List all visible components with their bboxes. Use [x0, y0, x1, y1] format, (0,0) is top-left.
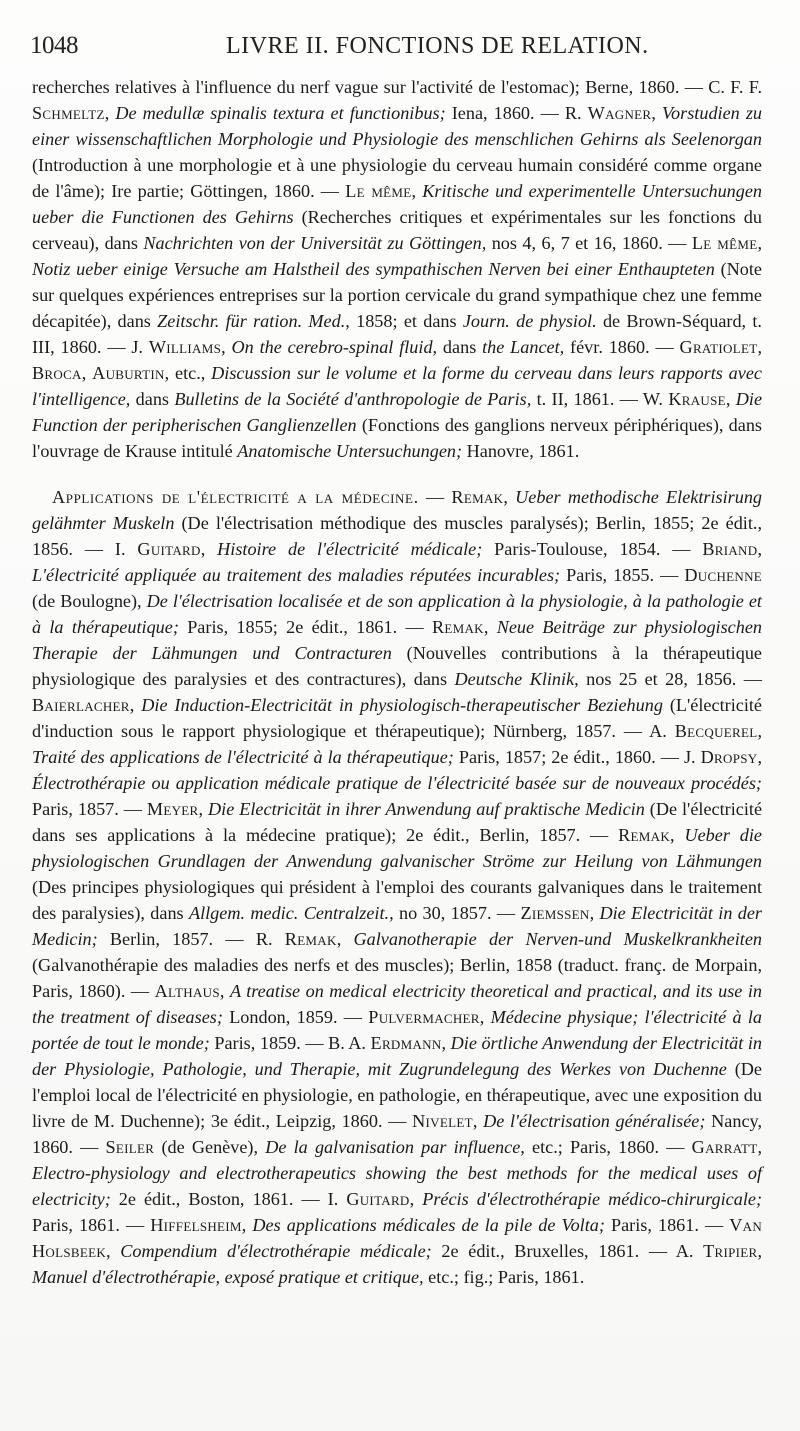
text-run: —	[418, 487, 452, 507]
author-name: Gratiolet	[679, 337, 758, 357]
text-run: ,	[129, 695, 142, 715]
author-name: Remak	[618, 825, 671, 845]
author-name: Briand	[702, 539, 758, 559]
page-header	[30, 30, 770, 66]
text-run: Nancy, 1860. —	[32, 1111, 762, 1157]
text-run: ,	[589, 903, 600, 923]
author-name: Remak	[284, 929, 337, 949]
text-run: ,	[725, 389, 736, 409]
author-name: Seiler	[105, 1137, 155, 1157]
italic-title: Des applications médicales de la pile de Volta;	[252, 1215, 605, 1235]
italic-title: L'électricité appliquée au traitement des maladies réputées incurables;	[32, 565, 561, 585]
italic-title: Précis d'électrothérapie médico-chirurgicale;	[422, 1189, 763, 1209]
text-run: ,	[336, 929, 354, 949]
italic-title: Histoire de l'électricité médicale;	[217, 539, 483, 559]
text-run: dans	[437, 337, 483, 357]
italic-title: A treatise on medical electricity theoretical and practical, and its use in the treatment of diseases;	[32, 981, 762, 1027]
italic-title: Électrothérapie ou application médicale pratique de l'électricité basée sur de nouveaux procédés;	[32, 773, 762, 793]
italic-title: On the cerebro-spinal fluid,	[231, 337, 438, 357]
italic-title: Manuel d'électrothérapie, exposé pratique et critique,	[32, 1267, 424, 1287]
italic-title: Médecine physique; l'électricité à la portée de tout le monde;	[32, 1007, 762, 1053]
italic-title: De l'électrisation généralisée;	[483, 1111, 706, 1131]
text-run: Paris-Toulouse, 1854. —	[482, 539, 703, 559]
text-run: no 30, 1857. —	[393, 903, 521, 923]
text-run: Paris, 1855. —	[560, 565, 685, 585]
text-run: etc.; fig.; Paris, 1861.	[423, 1267, 585, 1287]
author-name: Erdmann	[370, 1033, 442, 1053]
text-run: ,	[200, 539, 218, 559]
author-name: Althaus	[154, 981, 220, 1001]
text-run: ,	[241, 1215, 253, 1235]
text-run: Paris, 1861. —	[32, 1215, 151, 1235]
author-name: Dropsy	[700, 747, 758, 767]
italic-title: Anatomische Untersuchungen;	[237, 441, 463, 461]
italic-title: Deutsche Klinik,	[454, 669, 579, 689]
italic-title: Galvanotherapie der Nerven-und Muskelkrankheiten	[353, 929, 763, 949]
italic-title: Vorstudien zu einer wissenschaftlichen Morphologie und Physiologie des menschlichen Gehirns als Seelenorgan	[32, 103, 762, 149]
section-heading: Applications de l'électricité a la médecine.	[52, 487, 419, 507]
italic-title: Discussion sur le volume et la forme du cerveau dans leurs rapports avec l'intelligence,	[32, 363, 762, 409]
italic-title: Traité des applications de l'électricité à la thérapeutique;	[32, 747, 454, 767]
text-run: Paris, 1861. —	[604, 1215, 730, 1235]
author-name: Tripier	[703, 1241, 758, 1261]
text-run: ,	[651, 103, 662, 123]
text-run: Hanovre, 1861.	[462, 441, 580, 461]
text-run: ,	[757, 539, 762, 559]
running-head: LIVRE II. FONCTIONS DE RELATION.	[226, 33, 649, 59]
text-run: Paris, 1859. — B. A.	[209, 1033, 371, 1053]
text-run: 2e édit., Boston, 1861. — I.	[110, 1189, 347, 1209]
italic-title: Die Function der peripherischen Ganglienzellen	[32, 389, 763, 435]
author-name: Pulvermacher	[368, 1007, 480, 1027]
text-run: (Galvanothérapie des maladies des nerfs et des muscles); Berlin, 1858 (traduct. franç. de Morpain, Paris, 1860). —	[32, 955, 762, 1001]
italic-title: Zeitschr. für ration. Med.,	[157, 311, 350, 331]
text-run: nos 25 et 28, 1856. —	[578, 669, 762, 689]
text-run: (Fonctions des ganglions nerveux périphériques), dans l'ouvrage de Krause intitulé	[32, 415, 762, 461]
author-name: Remak	[431, 617, 484, 637]
author-name: Le même	[691, 233, 758, 253]
text-run: London, 1859. —	[222, 1007, 369, 1027]
italic-title: Die Electricität in ihrer Anwendung auf praktische Medicin	[208, 799, 645, 819]
italic-title: Allgem. medic. Centralzeit.,	[188, 903, 394, 923]
text-run: 2e édit., Bruxelles, 1861. — A.	[431, 1241, 704, 1261]
text-run: Paris, 1855; 2e édit., 1861. —	[178, 617, 432, 637]
author-name: Van Holsbeek	[32, 1215, 763, 1261]
italic-title: De medullæ spinalis textura et functionibus;	[115, 103, 446, 123]
text-run: ,	[757, 337, 762, 357]
author-name: Schmeltz	[32, 103, 105, 123]
text-run: (Recherches critiques et expérimentales sur les fonctions du cerveau), dans	[32, 207, 762, 253]
applications-paragraph	[32, 484, 762, 1290]
author-name: Baierlacher	[32, 695, 130, 715]
italic-title: De l'électrisation localisée et de son application à la physiologie, à la pathologie et à la thérapeutique;	[32, 591, 762, 637]
author-name: Nivelet	[412, 1111, 473, 1131]
text-run: Iena, 1860. — R.	[445, 103, 588, 123]
text-run: ,	[757, 1241, 762, 1261]
italic-title: Die örtliche Anwendung der Electricität in der Physiologie, Pathologie, und Therapie, mit Zugrundelegung des Werkes von Duchenne	[32, 1033, 762, 1079]
bibliography-paragraph	[32, 74, 762, 464]
italic-title: Notiz ueber einige Versuche am Halstheil des sympathischen Nerven bei einer Enthaupteten	[32, 259, 715, 279]
italic-title: De la galvanisation par influence,	[265, 1137, 525, 1157]
text-run: t. II, 1861. — W.	[531, 389, 669, 409]
text-run: 1858; et dans	[349, 311, 463, 331]
author-name: Wagner	[587, 103, 652, 123]
text-run: ,	[221, 337, 232, 357]
text-run: (De l'électricité dans ses applications à la médecine pratique); 2e édit., Berlin, 1857. —	[32, 799, 763, 845]
author-name: Auburtin	[92, 363, 165, 383]
text-run: dans	[130, 389, 175, 409]
text-run: (L'électricité d'induction sous le rapport physiologique et thérapeutique); Nürnberg, 1857. — A.	[32, 695, 762, 741]
author-name: Duchenne	[684, 565, 763, 585]
text-run: ,	[411, 181, 423, 201]
author-name: Garratt	[691, 1137, 758, 1157]
italic-title: Bulletins de la Société d'anthropologie de Paris,	[174, 389, 532, 409]
author-name: Krause	[668, 389, 726, 409]
text-run: nos 4, 6, 7 et 16, 1860. —	[486, 233, 692, 253]
text-run: ,	[757, 721, 762, 741]
italic-title: Ueber methodische Elektrisirung gelähmter Muskeln	[32, 487, 763, 533]
author-name: Guitard	[137, 539, 201, 559]
text-run: , etc.,	[164, 363, 212, 383]
text-run: (de Genève),	[154, 1137, 266, 1157]
text-run: ,	[441, 1033, 451, 1053]
text-run: ,	[472, 1111, 484, 1131]
italic-title: Ueber die physiologischen Grundlagen der Anwendung galvanischer Ströme zur Heilung von Lähmungen	[32, 825, 763, 871]
text-run: ,	[503, 487, 516, 507]
text-run: etc.; Paris, 1860. —	[524, 1137, 692, 1157]
text-run: ,	[757, 747, 762, 767]
author-name: Broca	[32, 363, 82, 383]
italic-title: Compendium d'électrothérapie médicale;	[120, 1241, 432, 1261]
text-run: (de Boulogne),	[32, 591, 147, 611]
author-name: Remak	[451, 487, 504, 507]
text-run: ,	[757, 1137, 762, 1157]
author-name: Becquerel	[674, 721, 758, 741]
author-name: Hiffelsheim	[150, 1215, 242, 1235]
italic-title: Nachrichten von der Universität zu Göttingen,	[143, 233, 487, 253]
text-run: (De l'emploi local de l'électricité en physiologie, en pathologie, en thérapeutique, avec une exposition du livre de M. Duchenne); 3e édit., Leipzig, 1860. —	[32, 1059, 763, 1131]
page-body	[32, 74, 762, 1290]
italic-title: Journ. de physiol.	[462, 311, 597, 331]
text-run: Paris, 1857; 2e édit., 1860. — J.	[453, 747, 701, 767]
text-run: ,	[106, 1241, 121, 1261]
italic-title: Kritische und experimentelle Untersuchungen ueber die Functionen des Gehirns	[32, 181, 763, 227]
page-number: 1048	[30, 32, 78, 59]
text-run: recherches relatives à l'influence du nerf vague sur l'activité de l'estomac); Berne, 1860. — C. F. F.	[32, 77, 762, 97]
italic-title: Electro-physiology and electrotherapeutics showing the best methods for the medical uses of electricity;	[32, 1163, 762, 1209]
text-run: (Nouvelles contributions à la thérapeutique physiologique des paralysies et des contractures), dans	[32, 643, 762, 689]
italic-title: the Lancet,	[482, 337, 565, 357]
text-run: de Brown-Séquard, t. III, 1860. — J.	[32, 311, 762, 357]
text-run: ,	[757, 233, 762, 253]
italic-title: Die Induction-Electricität in physiologisch-therapeutischer Beziehung	[141, 695, 663, 715]
text-run: ,	[104, 103, 116, 123]
text-run: ,	[81, 363, 93, 383]
author-name: Williams	[148, 337, 222, 357]
text-run: ,	[479, 1007, 491, 1027]
author-name: Le même	[345, 181, 412, 201]
italic-title: Die Electricität in der Medicin;	[32, 903, 763, 949]
text-run: ,	[483, 617, 497, 637]
text-run: (Introduction à une morphologie et à une physiologie du cerveau humain considéré comme organe de l'âme); Ire partie; Göttingen, 1860. —	[32, 155, 762, 201]
italic-title: Neue Beiträge zur physiologischen Therapie der Lähmungen und Contracturen	[32, 617, 763, 663]
text-run: févr. 1860. —	[564, 337, 680, 357]
text-run: Paris, 1857. —	[32, 799, 147, 819]
author-name: Guitard	[346, 1189, 410, 1209]
text-run: ,	[198, 799, 209, 819]
text-run: (Note sur quelques expériences entreprises sur la portion cervicale du grand sympathique chez une femme décapitée), dans	[32, 259, 762, 331]
text-run: ,	[670, 825, 685, 845]
author-name: Ziemssen	[520, 903, 590, 923]
text-run: (Des principes physiologiques qui président à l'emploi des courants galvaniques dans le traitement des paralysies), dans	[32, 877, 762, 923]
text-run: ,	[409, 1189, 423, 1209]
text-run: (De l'électrisation méthodique des muscles paralysés); Berlin, 1855; 2e édit., 1856. — I.	[32, 513, 762, 559]
text-run: Berlin, 1857. — R.	[97, 929, 285, 949]
text-run: ,	[219, 981, 230, 1001]
author-name: Meyer	[146, 799, 199, 819]
